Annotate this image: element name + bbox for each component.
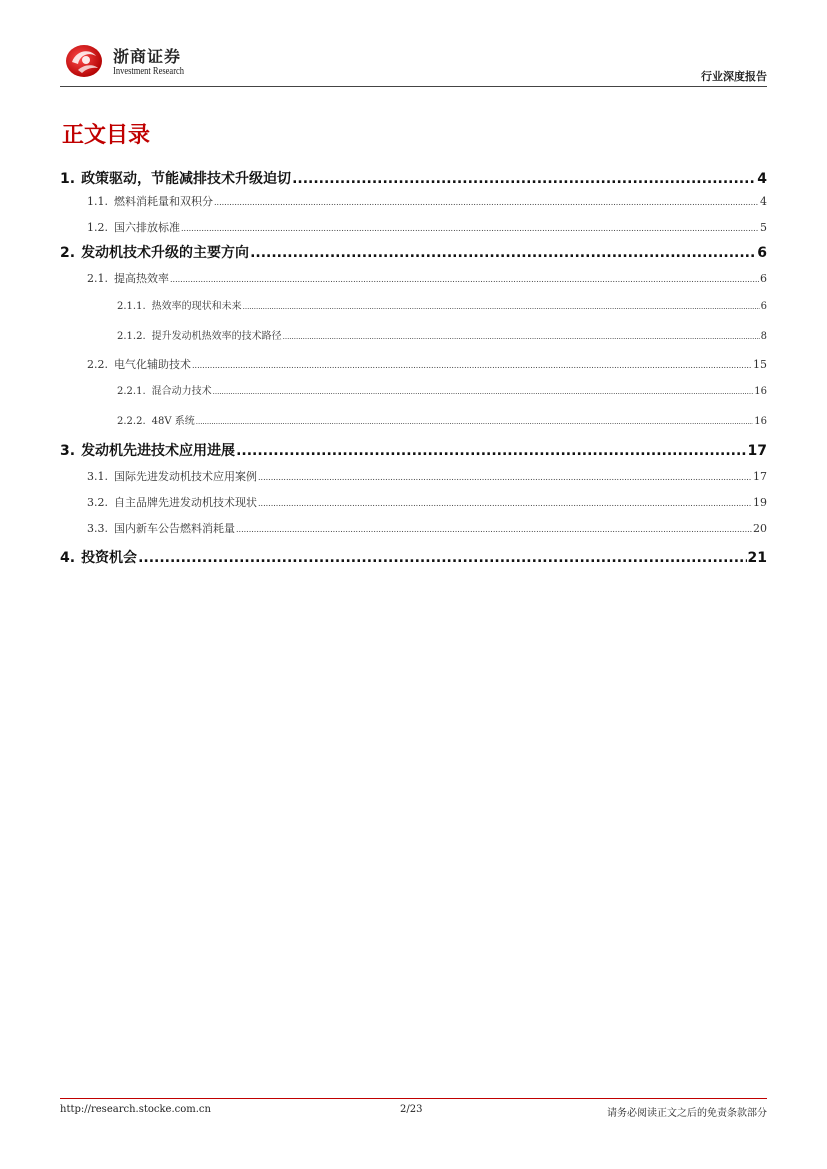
toc-dot-leader	[243, 303, 760, 311]
toc-entry-label	[87, 494, 257, 510]
toc-dot-leader	[258, 473, 752, 482]
toc-entry-number: 1.2.	[87, 221, 108, 234]
toc-entry[interactable]	[87, 193, 767, 209]
toc-entry-label	[60, 168, 291, 188]
toc-entry[interactable]	[87, 494, 767, 510]
toc-entry-page: 5	[760, 221, 767, 234]
toc-entry-text: 发动机先进技术应用进展	[81, 443, 236, 459]
toc-entry-page: 16	[754, 416, 767, 427]
toc-entry-text: 国六排放标准	[114, 221, 180, 234]
toc-entry-text: 国内新车公告燃料消耗量	[114, 522, 235, 535]
toc-entry-text: 燃料消耗量和双积分	[114, 195, 213, 208]
toc-entry-number: 2.1.2.	[117, 331, 146, 342]
toc-entry[interactable]	[87, 468, 767, 484]
toc-entry-number: 3.2.	[87, 496, 108, 509]
toc-entry[interactable]	[60, 242, 767, 262]
page-title: 正文目录	[62, 123, 151, 148]
footer-page-number: 2/23	[400, 1104, 423, 1115]
toc-entry-label	[117, 327, 282, 342]
toc-entry-label	[87, 219, 180, 235]
toc-entry[interactable]	[87, 356, 767, 372]
toc-entry-text: 发动机技术升级的主要方向	[81, 245, 250, 261]
toc-entry-label	[60, 242, 249, 262]
toc-entry-label	[117, 297, 242, 312]
toc-dot-leader	[236, 525, 752, 534]
toc-entry-label	[87, 193, 213, 209]
toc-entry-number: 2.1.	[87, 272, 108, 285]
document-type-label: 行业深度报告	[701, 70, 767, 83]
toc-dot-leader	[138, 550, 746, 566]
toc-entry-page: 4	[757, 171, 767, 187]
toc-dot-leader	[258, 499, 752, 508]
toc-entry-number: 1.1.	[87, 195, 108, 208]
toc-entry-label	[87, 356, 191, 372]
logo-english-text: Investment Research	[113, 66, 185, 77]
toc-entry-text: 48V 系统	[151, 416, 195, 427]
toc-entry-page: 6	[757, 245, 767, 261]
toc-entry-number: 1.	[60, 171, 76, 187]
toc-dot-leader	[236, 443, 746, 459]
toc-entry[interactable]	[117, 297, 767, 312]
toc-entry-number: 3.	[60, 443, 76, 459]
toc-entry-number: 4.	[60, 550, 76, 566]
toc-dot-leader	[213, 388, 754, 396]
company-logo	[64, 40, 234, 80]
footer-divider	[60, 1098, 767, 1099]
toc-entry-label	[87, 520, 235, 536]
toc-dot-leader	[181, 224, 759, 233]
toc-entry-number: 2.2.	[87, 358, 108, 371]
toc-entry-label	[60, 440, 235, 460]
toc-entry-page: 4	[760, 195, 767, 208]
logo-chinese-text: 浙商证券	[113, 47, 182, 66]
toc-entry-text: 投资机会	[81, 550, 138, 566]
toc-entry[interactable]	[117, 382, 767, 397]
toc-entry-page: 17	[753, 470, 767, 483]
toc-dot-leader	[283, 333, 760, 341]
toc-entry-number: 2.	[60, 245, 76, 261]
toc-dot-leader	[192, 361, 752, 370]
toc-entry-label	[117, 412, 195, 427]
toc-entry[interactable]	[117, 327, 767, 342]
toc-entry-number: 2.2.2.	[117, 416, 146, 427]
toc-entry-label	[60, 547, 137, 567]
toc-dot-leader	[292, 171, 756, 187]
toc-entry-text: 热效率的现状和未来	[151, 301, 242, 312]
toc-entry-page: 6	[760, 272, 767, 285]
toc-entry-number: 2.2.1.	[117, 386, 146, 397]
toc-entry[interactable]	[87, 270, 767, 286]
toc-entry-text: 提升发动机热效率的技术路径	[151, 331, 282, 342]
toc-entry-page: 19	[753, 496, 767, 509]
toc-entry-page: 21	[747, 550, 767, 566]
toc-entry[interactable]	[87, 520, 767, 536]
toc-entry-page: 16	[754, 386, 767, 397]
toc-entry[interactable]	[60, 547, 767, 567]
toc-dot-leader	[170, 275, 759, 284]
toc-entry-page: 17	[747, 443, 767, 459]
toc-entry-text: 国际先进发动机技术应用案例	[114, 470, 257, 483]
toc-entry-page: 6	[760, 301, 767, 312]
toc-dot-leader	[214, 198, 759, 207]
toc-entry-text: 政策驱动，节能减排技术升级迫切	[81, 171, 292, 187]
toc-entry[interactable]	[60, 440, 767, 460]
toc-entry-number: 2.1.1.	[117, 301, 146, 312]
toc-entry-page: 15	[753, 358, 767, 371]
toc-entry-text: 电气化辅助技术	[114, 358, 191, 371]
toc-entry-number: 3.1.	[87, 470, 108, 483]
toc-entry[interactable]	[117, 412, 767, 427]
toc-dot-leader	[196, 418, 754, 426]
header-divider	[60, 86, 767, 87]
toc-entry-text: 自主品牌先进发动机技术现状	[114, 496, 257, 509]
footer-disclaimer-note: 请务必阅读正文之后的免责条款部分	[607, 1108, 767, 1119]
toc-entry[interactable]	[87, 219, 767, 235]
toc-entry-label	[87, 270, 169, 286]
toc-entry-page: 8	[760, 331, 767, 342]
toc-dot-leader	[250, 245, 756, 261]
toc-entry-text: 混合动力技术	[151, 386, 212, 397]
toc-entry-number: 3.3.	[87, 522, 108, 535]
toc-entry[interactable]	[60, 168, 767, 188]
footer-url-link[interactable]: http://research.stocke.com.cn	[60, 1104, 211, 1115]
toc-entry-page: 20	[753, 522, 767, 535]
toc-entry-text: 提高热效率	[114, 272, 169, 285]
toc-entry-label	[87, 468, 257, 484]
toc-entry-label	[117, 382, 212, 397]
logo-mark-icon	[64, 40, 108, 80]
